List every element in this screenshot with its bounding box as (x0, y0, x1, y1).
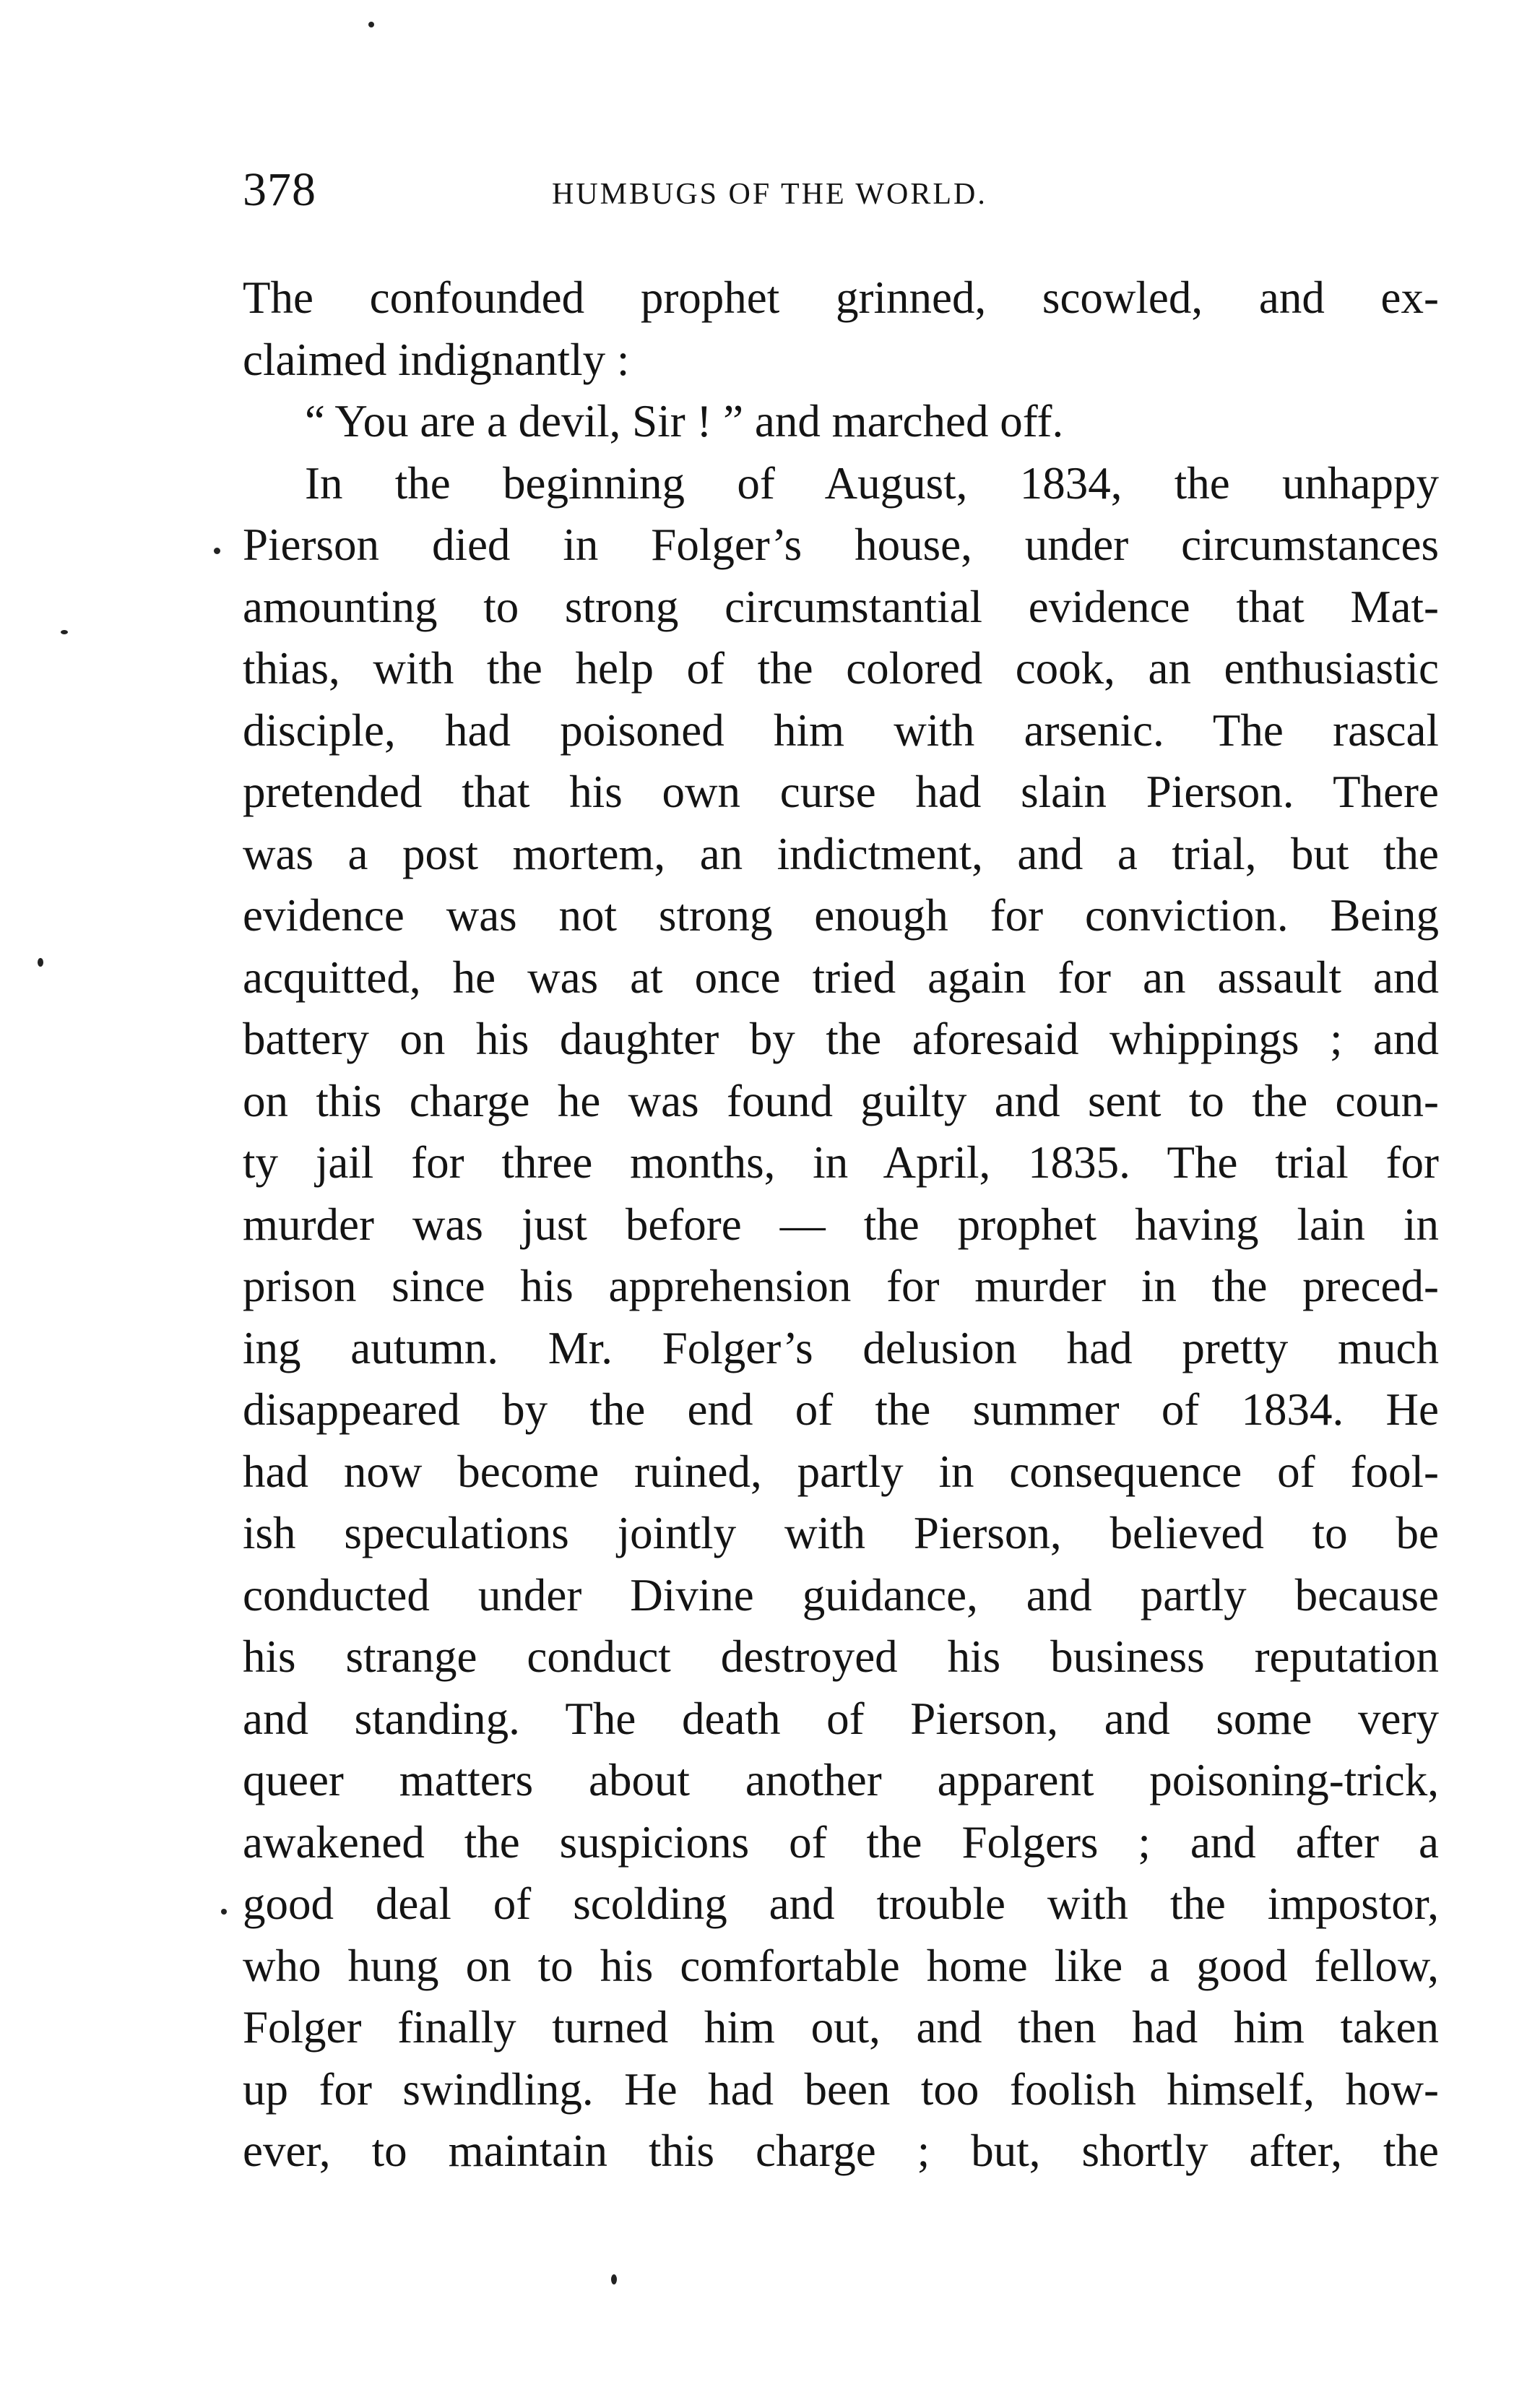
text-line: ing autumn. Mr. Folger’s delusion had pretty much (243, 1322, 1439, 1373)
text-line: “ You are a devil, Sir ! ” and marched off. (305, 396, 1064, 446)
text-line: had now become ruined, partly in consequence of fool- (243, 1446, 1439, 1497)
body-text (243, 267, 1439, 2183)
text-line: ever, to maintain this charge ; but, shortly after, the (243, 2126, 1439, 2176)
print-speck (611, 2274, 617, 2284)
text-line: evidence was not strong enough for conviction. Being (243, 890, 1439, 941)
text-line: The confounded prophet grinned, scowled, and ex- (243, 272, 1439, 323)
running-head (243, 157, 1439, 223)
print-speck (61, 630, 68, 634)
text-line: thias, with the help of the colored cook, an enthusiastic (243, 643, 1439, 694)
text-line: his strange conduct destroyed his business reputation (243, 1631, 1439, 1682)
text-line: prison since his apprehension for murder in the preced- (243, 1261, 1439, 1311)
text-line: disappeared by the end of the summer of 1834. He (243, 1384, 1439, 1435)
text-line: on this charge he was found guilty and sent to the coun- (243, 1075, 1439, 1126)
text-line: In the beginning of August, 1834, the unhappy (305, 457, 1439, 509)
text-line: battery on his daughter by the aforesaid whippings ; and (243, 1014, 1439, 1064)
text-line: amounting to strong circumstantial evidence that Mat- (243, 581, 1439, 632)
print-speck (221, 1909, 227, 1915)
text-line: disciple, had poisoned him with arsenic. The rascal (243, 704, 1439, 756)
text-line: good deal of scolding and trouble with the impostor, (243, 1878, 1439, 1929)
print-speck (368, 22, 374, 27)
print-speck (214, 548, 220, 554)
text-line: Folger finally turned him out, and then had him taken (243, 2002, 1439, 2053)
print-speck (38, 958, 43, 967)
text-line: was a post mortem, an indictment, and a trial, but the (243, 828, 1439, 879)
text-line: Pierson died in Folger’s house, under circumstances (243, 519, 1439, 570)
text-line: queer matters about another apparent poisoning-trick, (243, 1755, 1439, 1805)
text-line: pretended that his own curse had slain Pierson. There (243, 767, 1439, 817)
text-line: awakened the suspicions of the Folgers ; and after a (243, 1816, 1439, 1868)
page-number: 378 (243, 163, 316, 216)
text-line: ty jail for three months, in April, 1835. The trial for (243, 1137, 1439, 1188)
text-line: claimed indignantly : (243, 334, 630, 385)
running-title: HUMBUGS OF THE WORLD. (552, 178, 987, 211)
text-line: up for swindling. He had been too foolish himself, how- (243, 2063, 1439, 2115)
text-line: murder was just before — the prophet having lain in (243, 1199, 1439, 1250)
text-line: conducted under Divine guidance, and partly because (243, 1569, 1439, 1621)
text-line: who hung on to his comfortable home like a good fellow, (243, 1940, 1439, 1991)
text-line: ish speculations jointly with Pierson, believed to be (243, 1508, 1439, 1558)
text-line: acquitted, he was at once tried again for an assault and (243, 951, 1439, 1003)
text-line: and standing. The death of Pierson, and some very (243, 1693, 1439, 1744)
